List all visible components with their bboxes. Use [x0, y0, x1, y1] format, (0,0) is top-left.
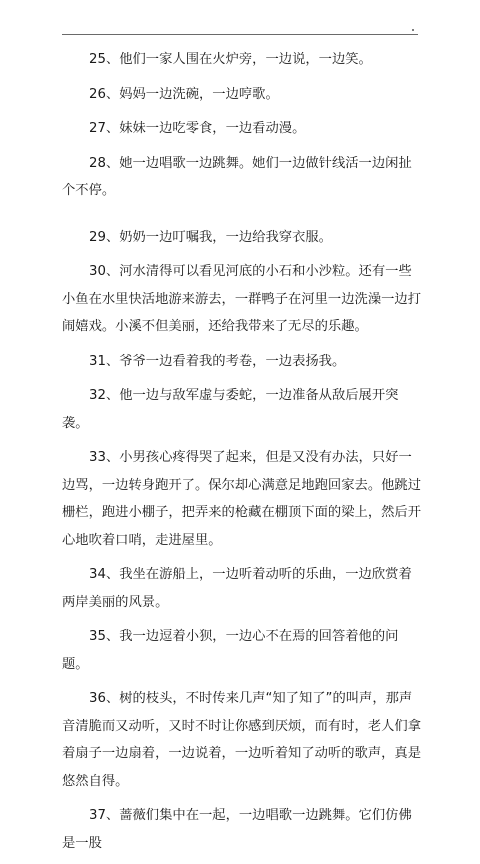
- paragraph-35: 35、我一边逗着小狈，一边心不在焉的回答着他的问题。: [62, 629, 399, 672]
- paragraph-27: 27、妹妹一边吃零食，一边看动漫。: [89, 121, 306, 136]
- paragraph-37: 37、蔷薇们集中在一起，一边唱歌一边跳舞。它们仿佛是一股: [62, 808, 412, 851]
- paragraph-29: 29、奶奶一边叮嘱我，一边给我穿衣服。: [89, 229, 332, 245]
- paragraph-28: 28、她一边唱歌一边跳舞。她们一边做针线活一边闲扯个不停。: [62, 155, 412, 198]
- paragraph-31: 31、爷爷一边看着我的考卷，一边表扬我。: [89, 353, 346, 369]
- header-rule: [62, 34, 418, 35]
- paragraph-34: 34、我坐在游船上，一边听着动听的乐曲，一边欣赏着两岸美丽的风景。: [62, 567, 412, 610]
- paragraph-32: 32、他一边与敌军虚与委蛇，一边准备从敌后展开突袭。: [62, 388, 399, 431]
- paragraph-26: 26、妈妈一边洗碗，一边哼歌。: [89, 86, 279, 102]
- document-body: [62, 46, 422, 864]
- header-dot: [412, 29, 414, 31]
- paragraph-36: 36、树的枝头，不时传来几声“知了知了”的叫声，那声音清脆而又动听，又时不时让你感到厌烦，而有时，老人们拿着扇子一边扇着，一边说着，一边听着知了动听的歌声，真是悠然自得。: [62, 691, 422, 789]
- paragraph-30: 30、河水清得可以看见河底的小石和小沙粒。还有一些小鱼在水里快活地游来游去，一群鸭子在河里一边洗澡一边打闹嬉戏。小溪不但美丽，还给我带来了无尽的乐趣。: [62, 264, 422, 334]
- paragraph-33: 33、小男孩心疼得哭了起来，但是又没有办法，只好一边骂，一边转身跑开了。保尔却心满意足地跑回家去。他跳过栅栏，跑进小棚子，把弄来的枪藏在棚顶下面的梁上，然后开心地吹着口哨，走进屋里。: [62, 450, 422, 548]
- paragraph-25: 25、他们一家人围在火炉旁，一边说，一边笑。: [89, 52, 372, 67]
